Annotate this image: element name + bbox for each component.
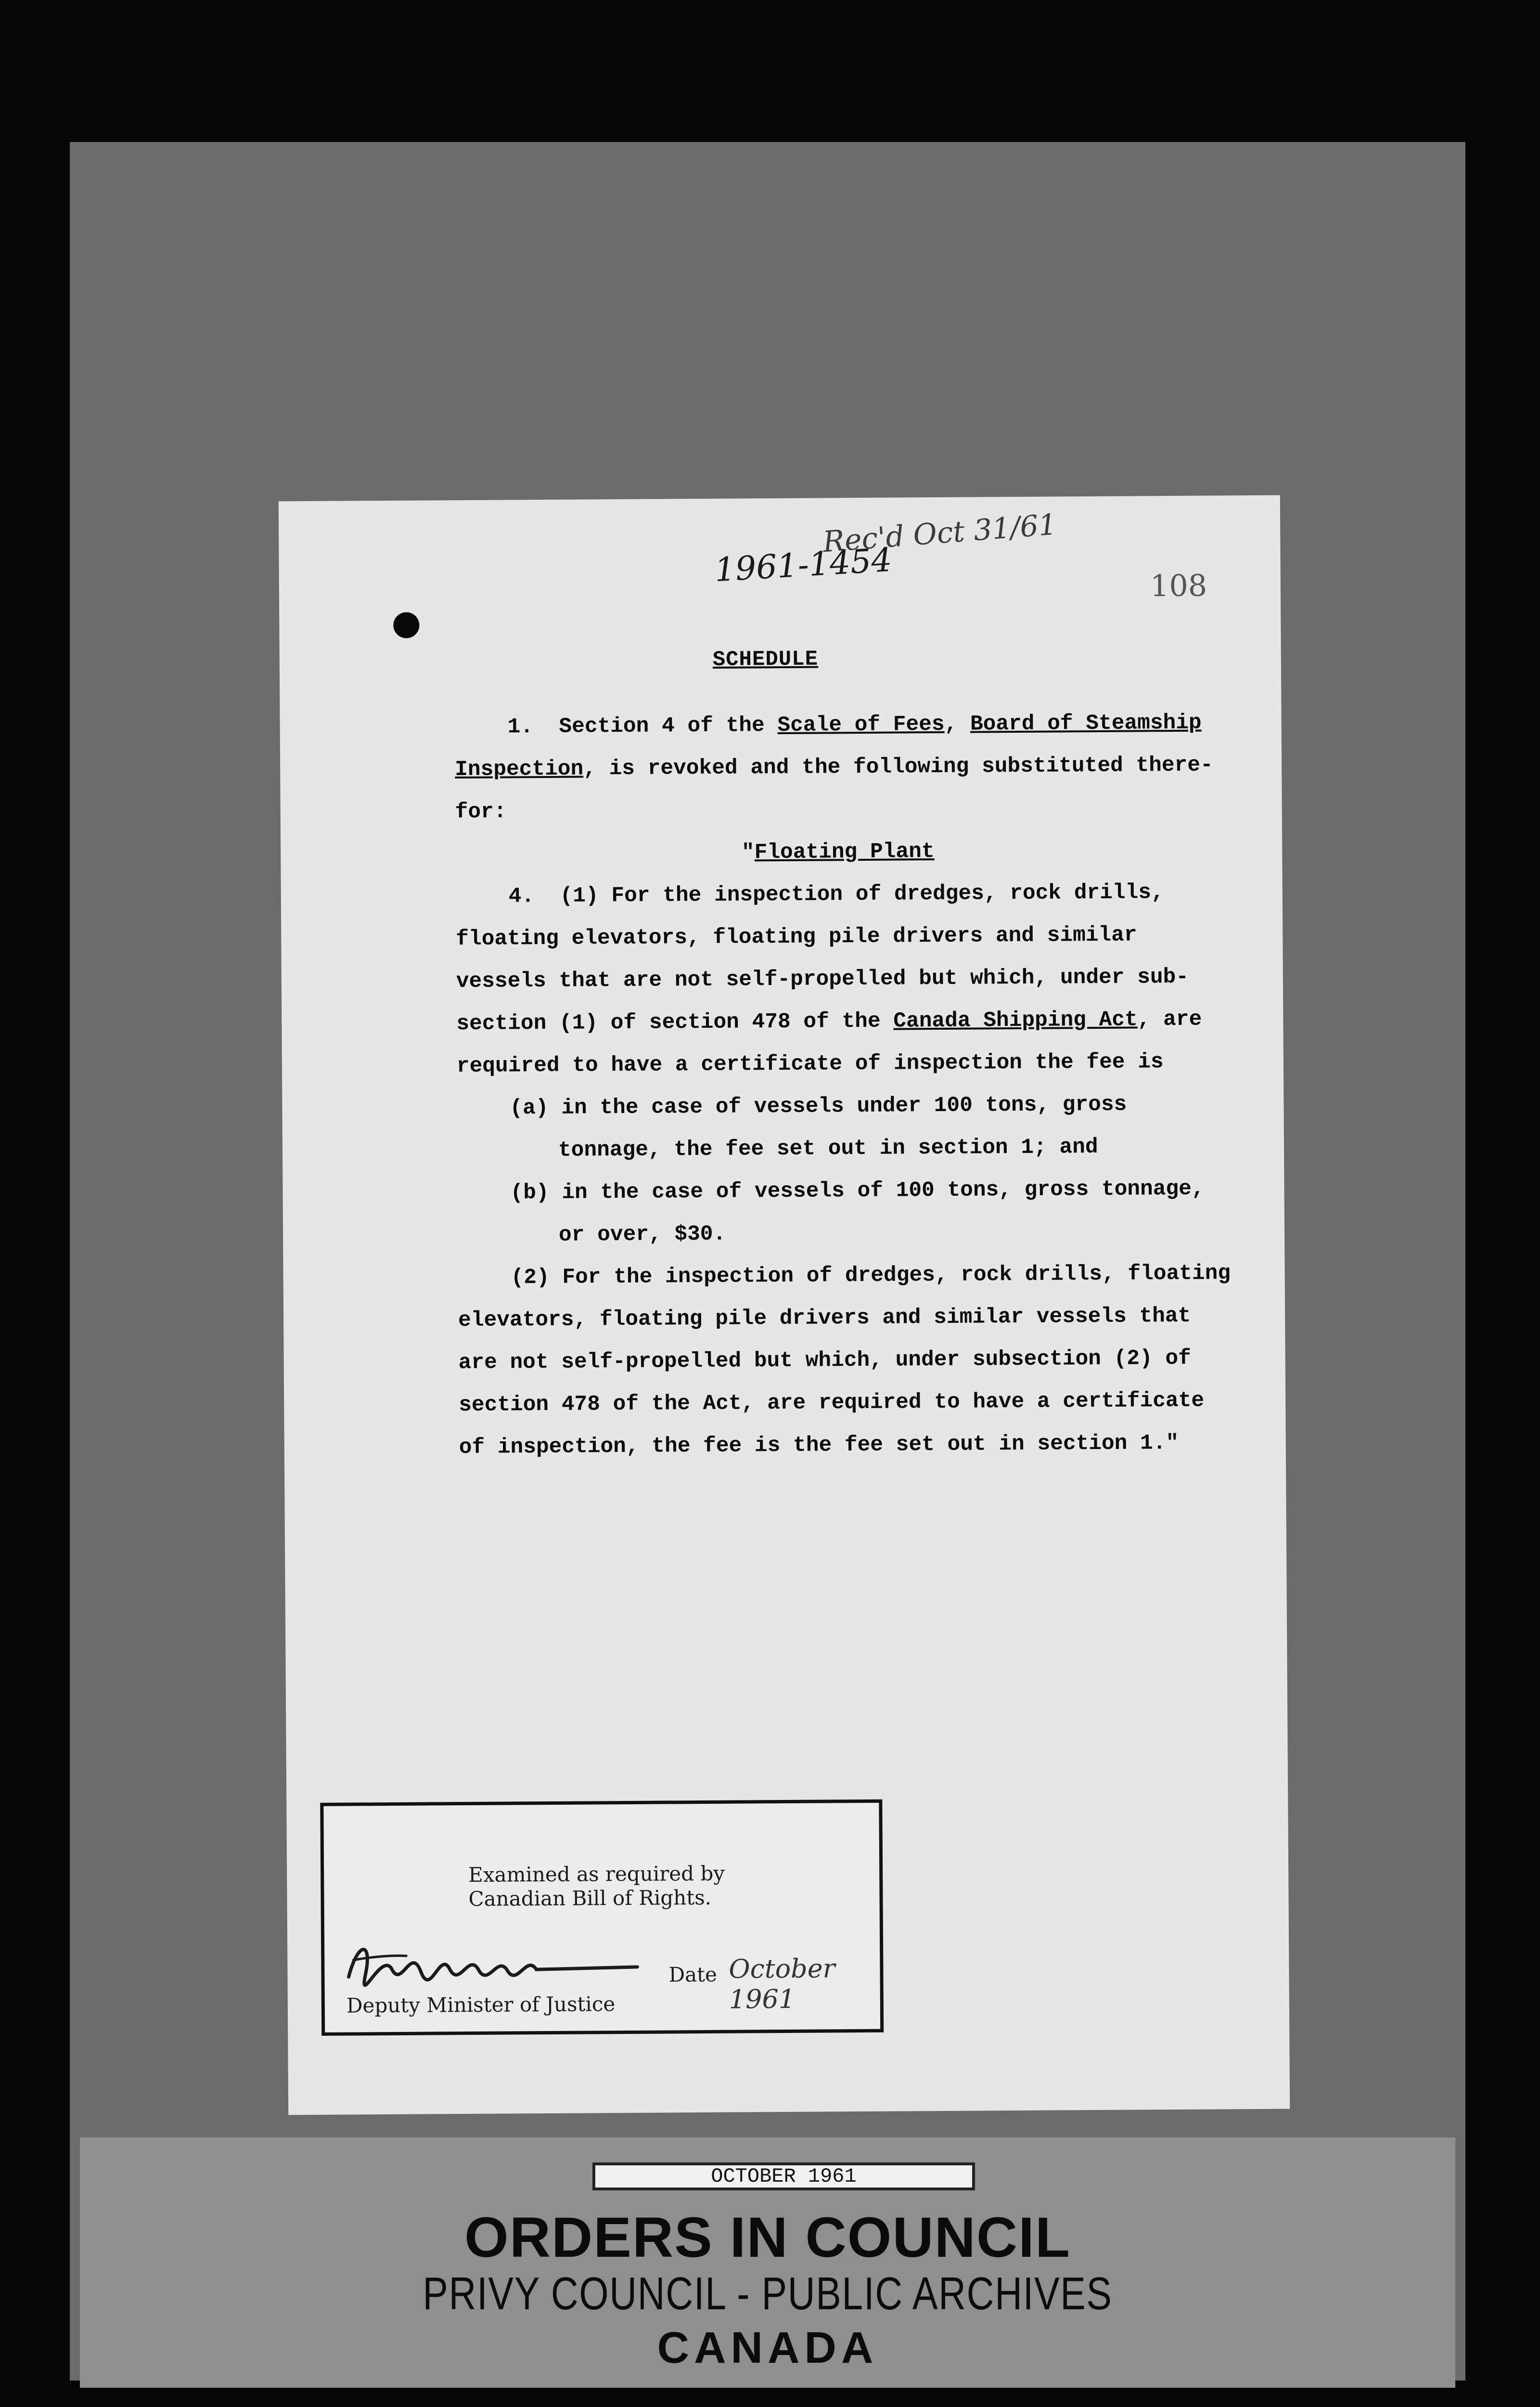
text-segment: or over, $30. (558, 1222, 726, 1247)
text-segment: section (1) of section 478 of the (456, 1009, 894, 1036)
text-segment: elevators, floating pile drivers and similar vessels that (458, 1304, 1191, 1333)
schedule-line (456, 871, 1221, 918)
text-segment: for: (455, 800, 507, 825)
punch-hole (393, 612, 419, 638)
underlined-text: Floating Plant (754, 840, 935, 865)
schedule-line (459, 1422, 1225, 1469)
text-segment: are not self-propelled but which, under subsection (2) of (458, 1346, 1192, 1375)
schedule-line (457, 1083, 1222, 1130)
stamp-line-1: Examined as required by (468, 1861, 725, 1887)
text-segment: (a) in the case of vessels under 100 tons, gross (510, 1092, 1127, 1121)
schedule-line (456, 998, 1222, 1045)
text-segment: vessels that are not self-propelled but which, under sub- (456, 965, 1189, 994)
signer-title: Deputy Minister of Justice (346, 1992, 616, 2018)
stamp-line-2: Canadian Bill of Rights. (468, 1885, 712, 1911)
underlined-text: Inspection (455, 757, 584, 782)
text-segment: " (741, 841, 755, 865)
justice-stamp (320, 1799, 884, 2036)
schedule-line (456, 913, 1221, 960)
text-segment: tonnage, the fee set out in section 1; and (558, 1135, 1098, 1163)
text-segment: (2) For the inspection of dredges, rock drills, floating (511, 1261, 1231, 1290)
text-segment: section 478 of the Act, are required to have a certificate (459, 1388, 1205, 1418)
underlined-text: Board of Steamship (970, 711, 1202, 737)
order-number: 1961-1454 (713, 541, 893, 590)
archive-subtitle: PRIVY COUNCIL - PUBLIC ARCHIVES (423, 2268, 1113, 2319)
schedule-body (454, 701, 1231, 1469)
text-segment: , (944, 712, 971, 737)
schedule-line (458, 1210, 1223, 1257)
schedule-line (457, 1125, 1223, 1172)
schedule-line (457, 1167, 1223, 1215)
archive-date-label: OCTOBER 1961 (592, 2162, 975, 2190)
text-segment: (b) in the case of vessels of 100 tons, gross tonnage, (510, 1177, 1205, 1205)
schedule-line (457, 1040, 1222, 1087)
archive-title: ORDERS IN COUNCIL (464, 2206, 1071, 2269)
stamp-date-value: October 1961 (729, 1953, 835, 2015)
text-segment: 1. Section 4 of the (507, 713, 778, 739)
archive-label-band (80, 2137, 1455, 2388)
schedule-line (458, 1337, 1224, 1384)
received-note: Rec'd Oct 31/61 (821, 507, 1058, 559)
schedule-line (454, 701, 1220, 749)
text-segment: floating elevators, floating pile drivers and similar (456, 923, 1137, 952)
schedule-line (455, 744, 1220, 791)
schedule-line (455, 828, 1221, 876)
archive-country: CANADA (657, 2323, 878, 2372)
schedule-title: SCHEDULE (712, 647, 819, 672)
schedule-line (458, 1294, 1224, 1342)
signature-mark (339, 1929, 647, 1999)
schedule-line (458, 1252, 1231, 1299)
schedule-line (455, 786, 1220, 833)
text-segment: , are (1137, 1007, 1202, 1032)
text-segment: of inspection, the fee is the fee set out in section 1." (459, 1431, 1179, 1460)
page-number: 108 (1150, 568, 1207, 604)
text-segment: required to have a certificate of inspection the fee is (456, 1050, 1164, 1079)
text-segment: , is revoked and the following substituted there- (583, 753, 1213, 781)
underlined-text: Canada Shipping Act (893, 1008, 1138, 1034)
schedule-line (456, 956, 1222, 1003)
text-segment: 4. (1) For the inspection of dredges, rock drills, (508, 880, 1164, 909)
document-page (279, 495, 1290, 2115)
underlined-text: Scale of Fees (777, 712, 945, 738)
stamp-date-label: Date (668, 1962, 718, 1987)
schedule-line (459, 1379, 1224, 1426)
